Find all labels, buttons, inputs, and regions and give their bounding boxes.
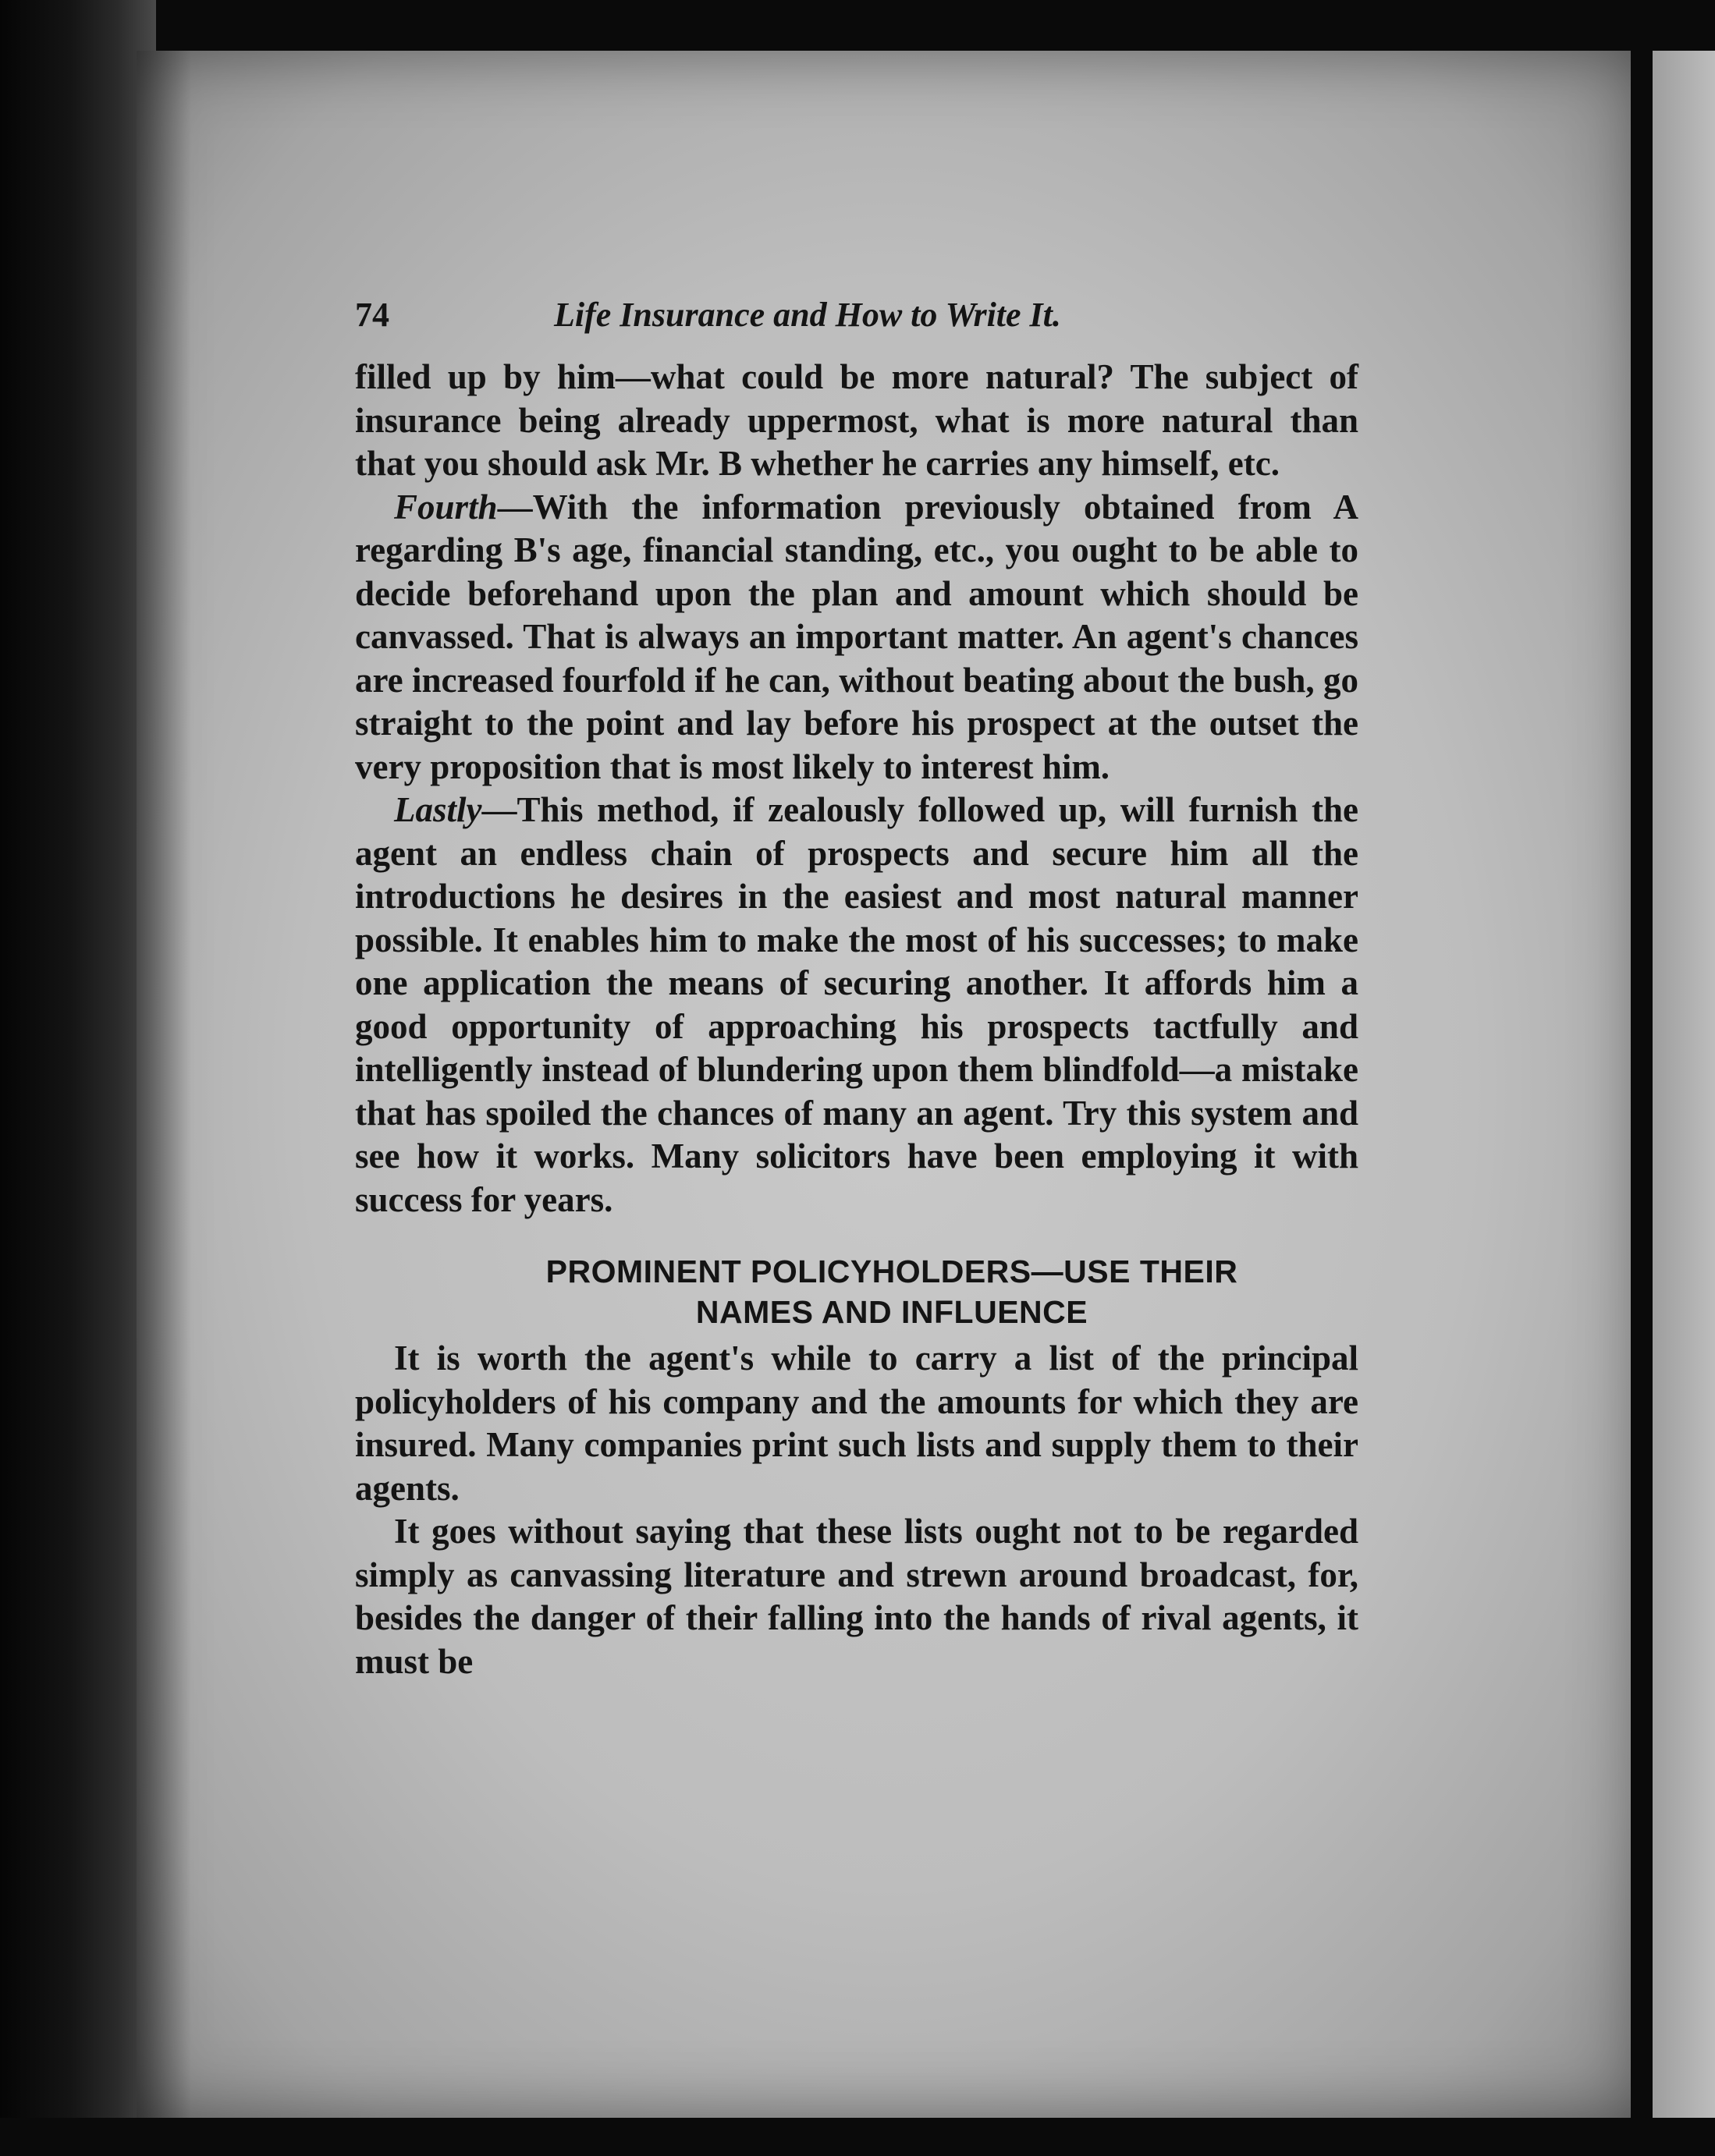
scan-top-border bbox=[0, 0, 1715, 51]
paragraph-text: —With the information previously obtained from A regarding B's age, financial standing, etc., you ought to be able to decide beforehand upon the plan and amount which should be canvassed. That is always an important matter. An agent's chances are increased fourfold if he can, without beating about the bush, go straight to the point and lay before his prospect at the outset the very proposition that is most likely to interest him. bbox=[355, 487, 1358, 786]
page-gutter bbox=[1631, 51, 1653, 2118]
page-text-block bbox=[355, 295, 1358, 1683]
section-paragraph bbox=[355, 1510, 1358, 1683]
paragraph-fourth bbox=[355, 486, 1358, 789]
paragraph-lead: Fourth bbox=[394, 487, 498, 527]
section-heading-line-2: NAMES AND INFLUENCE bbox=[695, 1294, 1088, 1330]
book-binding-shadow bbox=[0, 0, 156, 2156]
paragraph-text: It goes without saying that these lists ought not to be regarded simply as canvassing literature and strewn around broadcast, for, besides the danger of their falling into the hands of rival agents, it must be bbox=[355, 1512, 1358, 1681]
paragraph-text: It is worth the agent's while to carry a list of the principal policyholders of his company and the amounts for which they are insured. Many companies print such lists and supply them to their agents. bbox=[355, 1339, 1358, 1508]
paragraph-text: —This method, if zealously followed up, will furnish the agent an endless chain of prospects and secure him all the introductions he desires in the easiest and most natural manner possible. It enables him to make the most of his successes; to make one application the means of securing another. It affords him a good opportunity of approaching his prospects tactfully and intelligently instead of blundering upon them blindfold—a mistake that has spoiled the chances of many an agent. Try this system and see how it works. Many solicitors have been employing it with success for years. bbox=[355, 790, 1358, 1219]
scan-bottom-border bbox=[0, 2118, 1715, 2156]
running-head bbox=[355, 295, 1358, 349]
paragraph-text: filled up by him—what could be more natural? The subject of insurance being already uppermost, what is more natural than that you should ask Mr. B whether he carries any himself, etc. bbox=[355, 357, 1358, 483]
section-heading bbox=[355, 1251, 1358, 1332]
adjacent-page-edge bbox=[1653, 51, 1715, 2118]
section-heading-line-1: PROMINENT POLICYHOLDERS—USE THEIR bbox=[545, 1254, 1238, 1289]
paragraph-lead: Lastly bbox=[394, 790, 482, 829]
paragraph-continued bbox=[355, 356, 1358, 486]
section-paragraph bbox=[355, 1337, 1358, 1510]
page-number: 74 bbox=[355, 296, 389, 334]
book-title: Life Insurance and How to Write It. bbox=[554, 296, 1061, 334]
paragraph-lastly bbox=[355, 789, 1358, 1222]
